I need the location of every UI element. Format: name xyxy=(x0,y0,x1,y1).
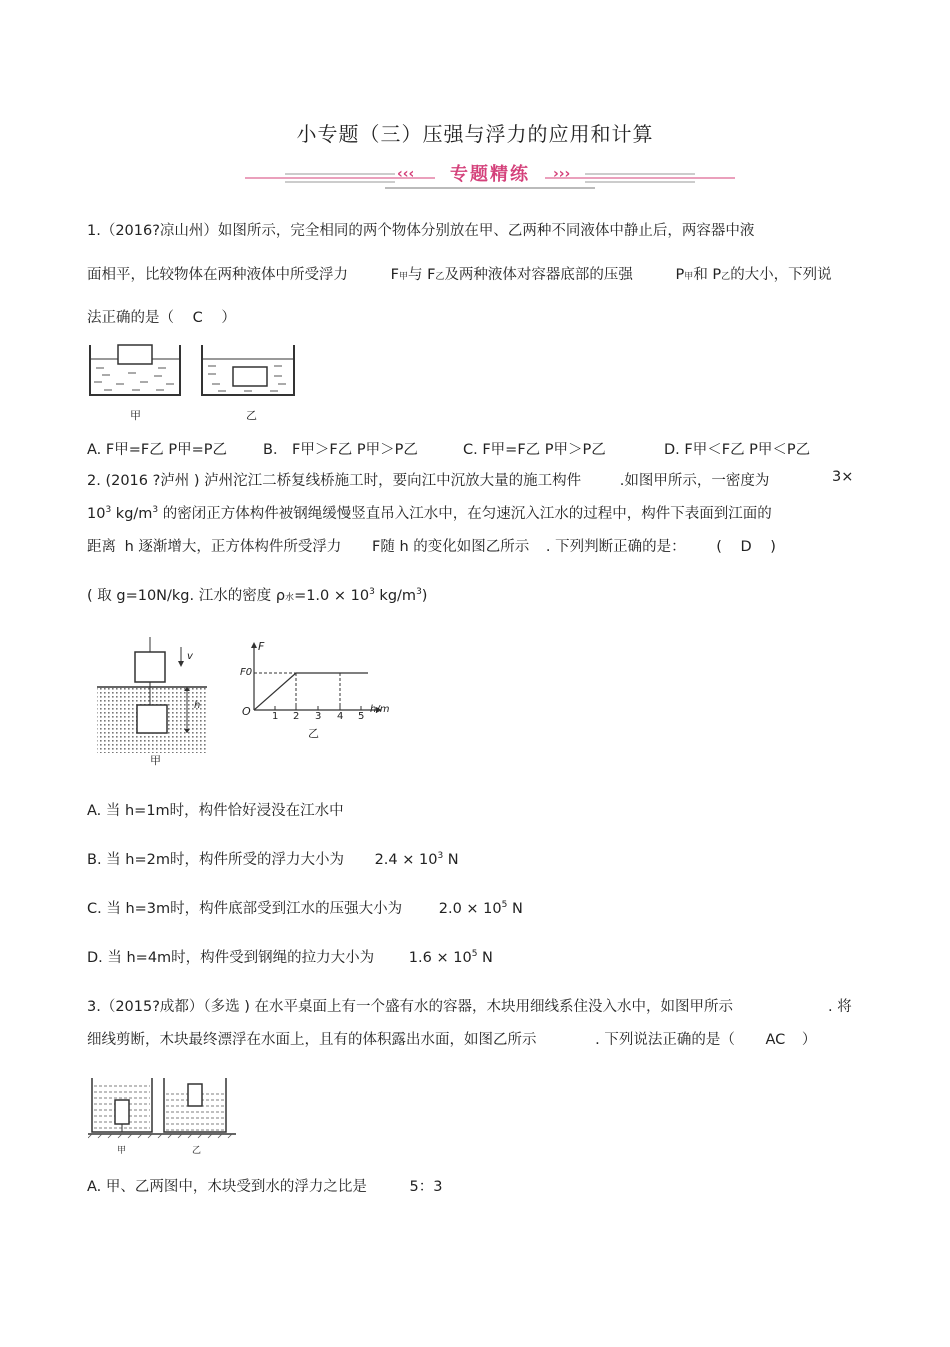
q1-option-c: C. F甲=F乙 P甲＞P乙 xyxy=(463,442,606,458)
q2-option-b xyxy=(87,848,459,869)
q2-answer: D xyxy=(740,539,752,555)
q2-text: F随 h 的变化如图乙所示 xyxy=(372,539,530,555)
q3-option-a xyxy=(87,1175,442,1196)
q3-line1-end: . 将 xyxy=(828,999,852,1015)
q2-text: h 逐渐增大，正方体构件所受浮力 xyxy=(124,539,342,555)
q2-line3 xyxy=(87,535,776,556)
q2-text: C. 当 h=3m时，构件底部受到江水的压强大小为 xyxy=(87,901,403,917)
q2-text: =1.0 × 10 xyxy=(294,588,370,604)
q2-sub: 水 xyxy=(285,593,295,603)
banner-text: 专题精练 xyxy=(450,164,530,185)
q2-text: N xyxy=(477,950,493,966)
q2-line1 xyxy=(87,469,769,490)
q2-text: 的密闭正方体构件被钢绳缓慢竖直吊入江水中，在匀速沉入江水的过程中，构件下表面到江面的 xyxy=(158,506,772,522)
q2-graph-tick-4: 4 xyxy=(337,711,344,722)
q1-text: 面相平，比较物体在两种液体中所受浮力 xyxy=(87,267,348,283)
q2-graph-origin: O xyxy=(242,705,251,718)
q3-line1: 3.（2015?成都）（多选 ) 在水平桌面上有一个盛有水的容器，木块用细线系住没入水中，如图甲所示 xyxy=(87,999,734,1015)
q2-sup: 5 xyxy=(471,949,478,959)
q3-fig-label-right: 乙 xyxy=(192,1146,202,1156)
q2-text: N xyxy=(507,901,523,917)
q2-option-d xyxy=(87,946,493,967)
q1-sub: 乙 xyxy=(721,272,731,282)
q2-graph-tick-5: 5 xyxy=(358,711,365,722)
q2-fig-v: v xyxy=(187,651,193,662)
q1-answer: C xyxy=(192,310,203,326)
banner-left-chevrons: ‹‹‹ xyxy=(397,166,415,182)
q3-text: 5：3 xyxy=(409,1179,443,1195)
q1-text: 的大小，下列说 xyxy=(730,267,832,283)
q1-fig-label-right: 乙 xyxy=(246,409,257,422)
q2-text: 2.4 × 10 xyxy=(374,852,438,868)
q3-answer: AC xyxy=(765,1032,786,1048)
q3-fig-label-left: 甲 xyxy=(117,1146,127,1156)
q1-text: ） xyxy=(221,310,236,326)
q1-sub: 乙 xyxy=(435,272,445,282)
q2-text: ) xyxy=(421,588,428,604)
section-banner xyxy=(245,160,735,192)
q2-text: 距离 xyxy=(87,539,116,555)
q2-graph-F: F xyxy=(258,640,265,653)
q2-sup: 3 xyxy=(369,587,375,597)
q2-text: kg/m xyxy=(374,588,417,604)
q2-text: ( 取 g=10N/kg. 江水的密度 ρ xyxy=(87,588,286,604)
q1-figure xyxy=(88,340,303,426)
q2-text: N xyxy=(443,852,459,868)
q2-graph-tick-3: 3 xyxy=(315,711,322,722)
q1-text: 和 P xyxy=(693,267,722,283)
q1-sub: 甲 xyxy=(684,272,694,282)
q2-text: ( xyxy=(716,539,722,555)
q2-text: .如图甲所示，一密度为 xyxy=(619,473,770,489)
q2-sup: 3 xyxy=(416,587,422,597)
q1-fig-label-left: 甲 xyxy=(130,409,141,422)
q2-sup: 5 xyxy=(501,900,508,910)
q1-text: F xyxy=(390,267,399,283)
q1-option-b: B． F甲＞F乙 P甲＞P乙 xyxy=(263,442,418,458)
q2-option-c xyxy=(87,897,523,918)
q2-text: . 下列判断正确的是： xyxy=(545,539,686,555)
page-title: 小专题（三）压强与浮力的应用和计算 xyxy=(296,122,654,146)
q1-text: 法正确的是（ xyxy=(87,310,174,326)
q2-option-a: A. 当 h=1m时，构件恰好浸没在江水中 xyxy=(87,803,344,819)
q2-sup: 3 xyxy=(152,505,159,515)
q2-text: 1.6 × 10 xyxy=(408,950,472,966)
q1-option-a: A. F甲=F乙 P甲=P乙 xyxy=(87,442,227,458)
q2-line2 xyxy=(87,502,772,523)
q2-graph-tick-2: 2 xyxy=(293,711,300,722)
q2-text: 2.0 × 10 xyxy=(438,901,502,917)
q2-text: kg/m xyxy=(111,506,153,522)
q2-text: B. 当 h=2m时，构件所受的浮力大小为 xyxy=(87,852,344,868)
q1-text: 及两种液体对容器底部的压强 xyxy=(444,267,633,283)
q3-line2 xyxy=(87,1028,816,1049)
q2-fig-label-right: 乙 xyxy=(308,727,319,740)
q1-line2 xyxy=(87,263,832,284)
q2-text: D. 当 h=4m时，构件受到钢绳的拉力大小为 xyxy=(87,950,375,966)
q2-graph-tick-1: 1 xyxy=(272,711,279,722)
q1-line1: 1.（2016?凉山州）如图所示，完全相同的两个物体分别放在甲、乙两种不同液体中静止后，两容器中液 xyxy=(87,223,755,239)
q1-text: 与 F xyxy=(407,267,436,283)
q3-figure xyxy=(88,1078,238,1140)
q2-line1-end: 3× xyxy=(832,469,854,485)
q1-line3 xyxy=(87,306,236,327)
q2-text: 10 xyxy=(87,506,106,522)
q2-sup: 3 xyxy=(105,505,112,515)
q2-sup: 3 xyxy=(437,851,444,861)
q3-text: 细线剪断，木块最终漂浮在水面上，且有的体积露出水面，如图乙所示 xyxy=(87,1032,537,1048)
q3-text: ） xyxy=(801,1032,817,1048)
q1-sub: 甲 xyxy=(398,272,408,282)
q1-text: P xyxy=(675,267,685,283)
q3-text: A. 甲、乙两图中，木块受到水的浮力之比是 xyxy=(87,1179,367,1195)
q1-option-d: D. F甲＜F乙 P甲＜P乙 xyxy=(664,442,811,458)
banner-right-chevrons: ››› xyxy=(553,166,571,182)
q3-text: . 下列说法正确的是（ xyxy=(595,1032,735,1048)
q2-graph-F0: F0 xyxy=(240,667,253,678)
q2-fig-h: h xyxy=(194,700,201,711)
q2-graph-xlabel: h/m xyxy=(370,704,390,715)
q2-line4 xyxy=(87,584,427,605)
q2-fig-label-left: 甲 xyxy=(150,754,161,767)
q2-text: 2. (2016 ?泸州 ) 泸州沱江二桥复线桥施工时，要向江中沉放大量的施工构件 xyxy=(87,473,582,489)
q2-text: ) xyxy=(770,539,776,555)
